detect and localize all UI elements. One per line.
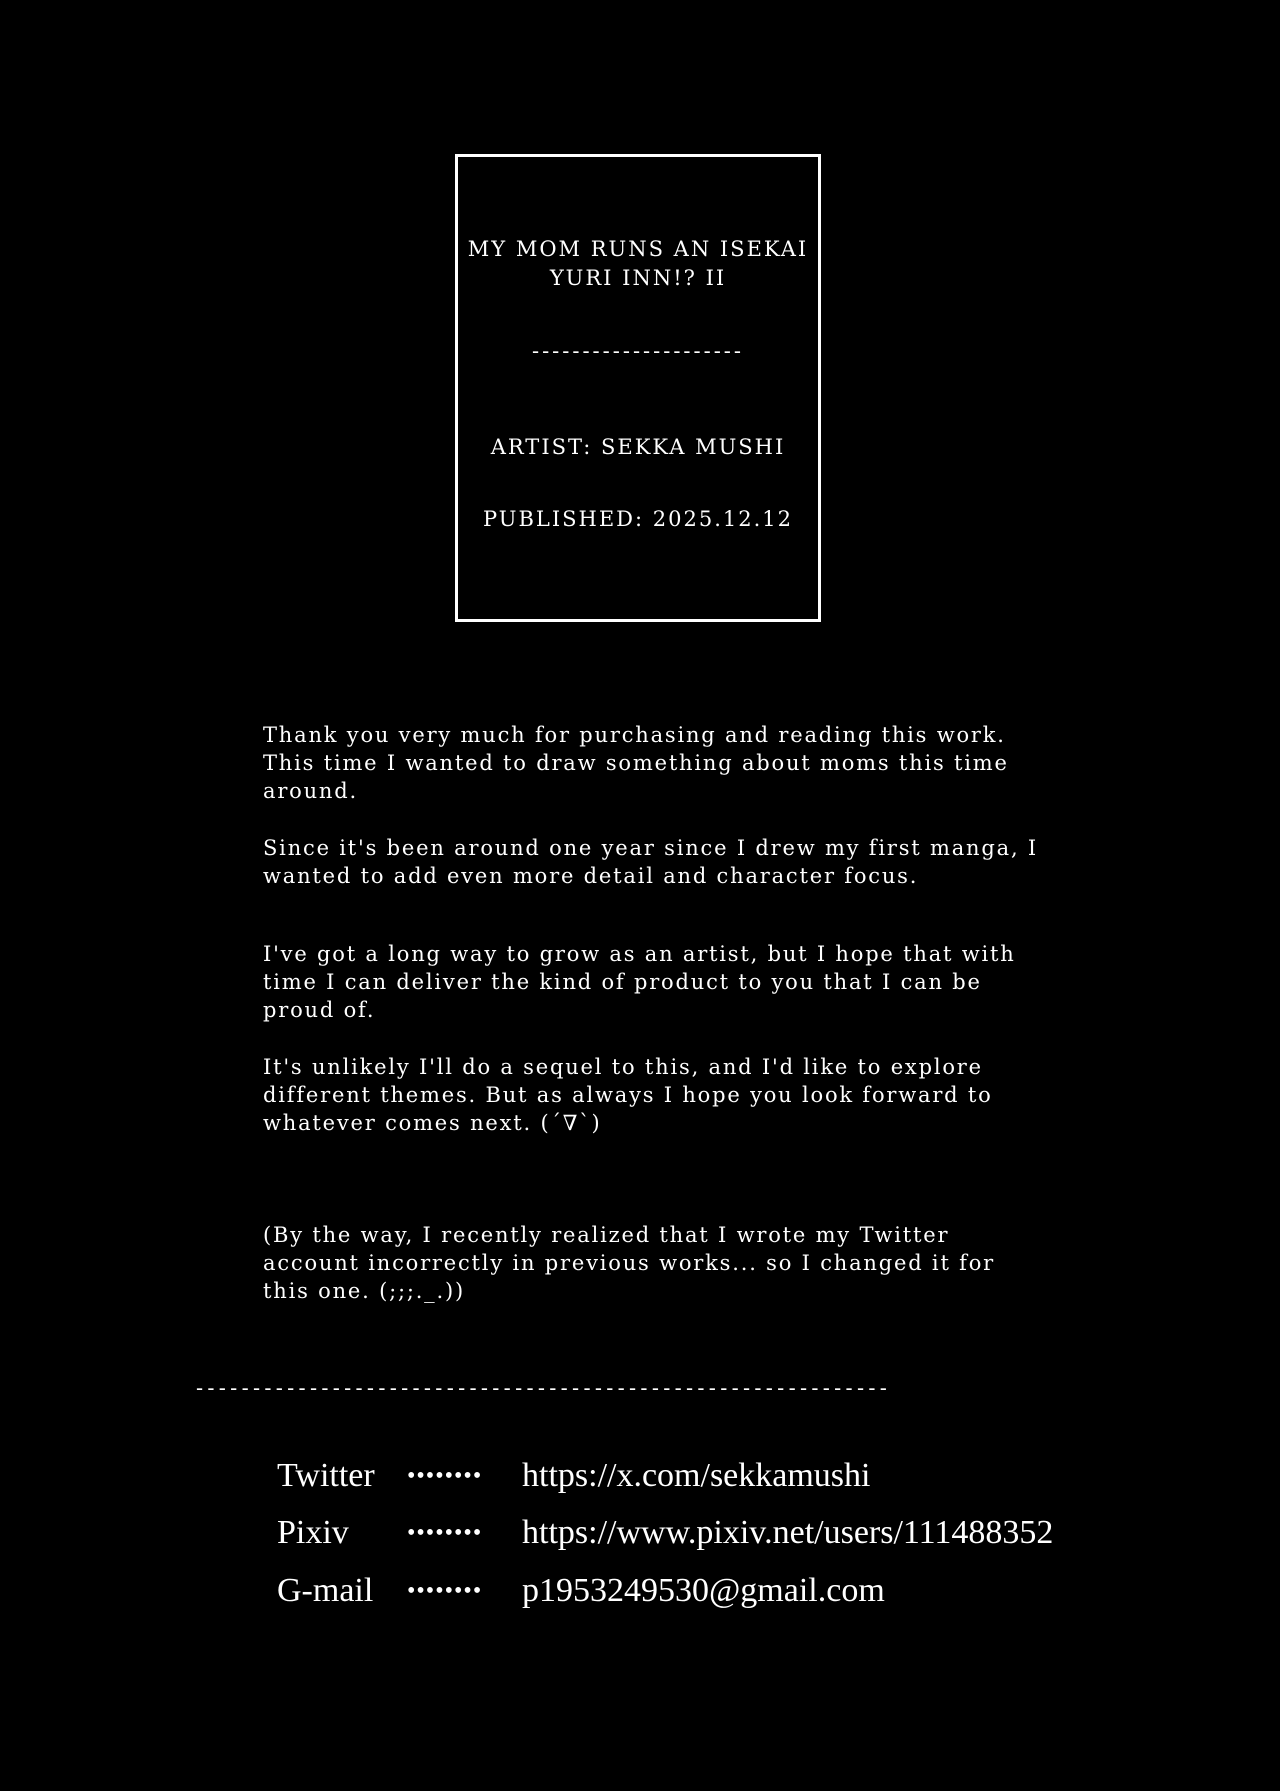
book-title-line-2: YURI INN!? II xyxy=(549,266,727,290)
paragraph-line: around. xyxy=(263,779,358,803)
paragraph-line: time I can deliver the kind of product to you that I can be xyxy=(263,970,982,994)
afterword-paragraph-3 xyxy=(263,940,1023,1024)
dot-leader: •••••••• xyxy=(407,1578,483,1604)
title-separator: --------------------- xyxy=(531,339,744,363)
section-divider: ------------------------------------------------------------- xyxy=(196,1376,892,1400)
contact-row-twitter xyxy=(277,1456,1077,1496)
paragraph-line: account incorrectly in previous works... so I changed it for xyxy=(263,1251,996,1275)
afterword-paragraph-2 xyxy=(263,834,1038,890)
contact-label: Pixiv xyxy=(277,1514,349,1551)
twitter-link[interactable]: https://x.com/sekkamushi xyxy=(522,1457,871,1494)
paragraph-line: different themes. But as always I hope you look forward to xyxy=(263,1083,993,1107)
afterword-paragraph-1 xyxy=(263,721,1023,805)
paragraph-line: whatever comes next. (´∇`) xyxy=(263,1111,602,1135)
paragraph-line: It's unlikely I'll do a sequel to this, and I'd like to explore xyxy=(263,1055,983,1079)
paragraph-line: proud of. xyxy=(263,998,376,1022)
dot-leader: •••••••• xyxy=(407,1463,483,1489)
paragraph-line: wanted to add even more detail and character focus. xyxy=(263,864,919,888)
email-link[interactable]: p1953249530@gmail.com xyxy=(522,1572,885,1609)
pixiv-link[interactable]: https://www.pixiv.net/users/111488352 xyxy=(522,1514,1054,1551)
title-box xyxy=(455,154,821,622)
afterword-paragraph-5 xyxy=(263,1221,1023,1305)
paragraph-line: I've got a long way to grow as an artist, but I hope that with xyxy=(263,942,1016,966)
book-title-line-1: MY MOM RUNS AN ISEKAI xyxy=(467,237,809,261)
afterword-paragraph-4 xyxy=(263,1053,1023,1137)
paragraph-line: (By the way, I recently realized that I wrote my Twitter xyxy=(263,1223,950,1247)
contact-row-pixiv xyxy=(277,1513,1077,1553)
paragraph-line: this one. (;;;._.)) xyxy=(263,1279,465,1303)
paragraph-line: This time I wanted to draw something about moms this time xyxy=(263,751,1009,775)
publish-date: PUBLISHED: 2025.12.12 xyxy=(483,507,793,531)
contact-label: G-mail xyxy=(277,1572,374,1609)
paragraph-line: Thank you very much for purchasing and reading this work. xyxy=(263,723,1006,747)
contact-row-gmail xyxy=(277,1571,1077,1611)
artist-credit: ARTIST: SEKKA MUSHI xyxy=(490,435,786,459)
paragraph-line: Since it's been around one year since I drew my first manga, I xyxy=(263,836,1038,860)
dot-leader: •••••••• xyxy=(407,1520,483,1546)
contact-label: Twitter xyxy=(277,1457,375,1494)
